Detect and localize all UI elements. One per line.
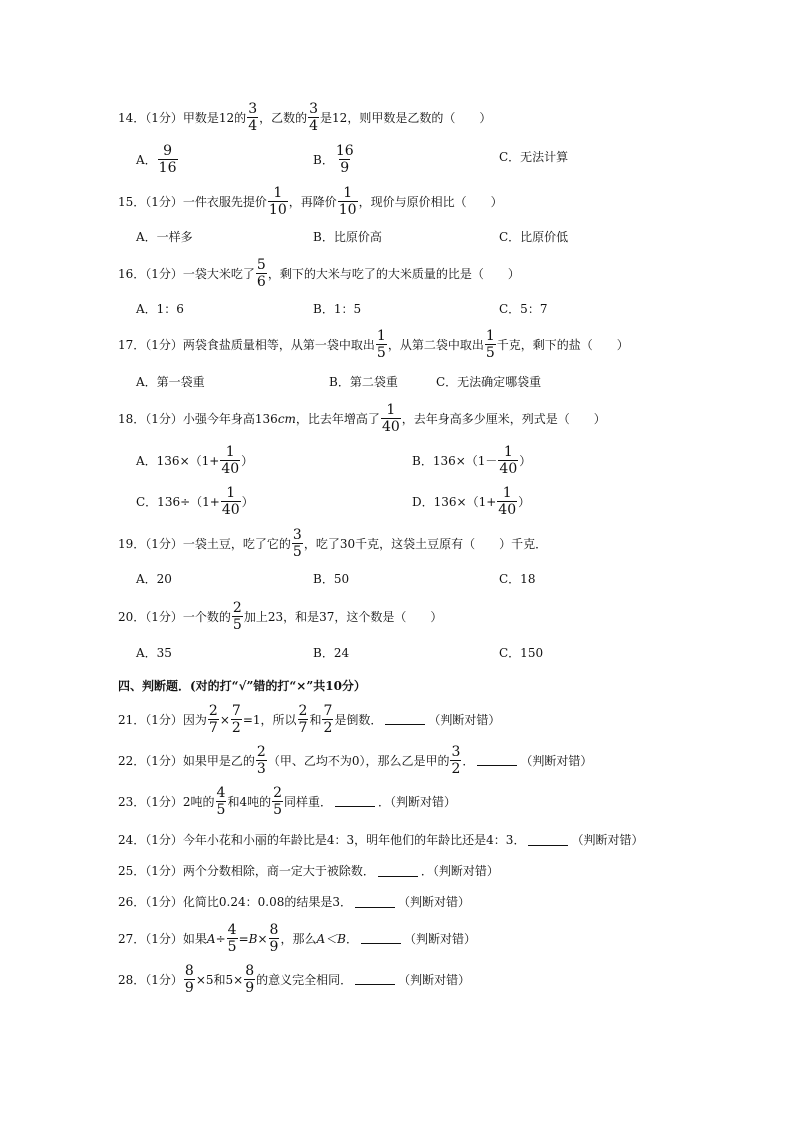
q25-answer-blank[interactable] <box>378 866 418 877</box>
q19-option-c[interactable]: C．18 <box>499 572 536 586</box>
question-14 <box>118 102 491 133</box>
q23-answer-blank[interactable] <box>335 796 375 807</box>
q24-answer-blank[interactable] <box>528 835 568 846</box>
q17-option-c[interactable]: C．无法确定哪袋重 <box>436 375 542 389</box>
q14-option-c[interactable]: C．无法计算 <box>499 150 569 164</box>
question-26: 26．（1分）化简比0.24：0.08的结果是3． （判断对错） <box>118 895 470 909</box>
q15-option-b[interactable]: B．比原价高 <box>313 230 382 244</box>
question-22: 22．（1分）如果甲是乙的 $\frac{2}{3}$ （甲、乙均不为0），那么乙是甲的 $\frac{3}{2}$ ． （判断对错） <box>118 744 593 777</box>
question-20: 20．（1分）一个数的 $\frac{2}{5}$ 加上23，和是37，这个数是（ ） <box>118 600 443 633</box>
q17-option-b[interactable]: B．第二袋重 <box>329 375 398 389</box>
question-18: 18．（1分）小强今年身高136 cm ，比去年增高了 $\frac{1}{40}$ ，去年身高多少厘米，列式是（ ） <box>118 402 606 435</box>
q14-prefix: 14．（1分）甲数是12的 <box>118 110 247 125</box>
q21-answer-blank[interactable] <box>385 714 425 725</box>
question-27: 27．（1分）如果 A ÷ $\frac{4}{5}$ = B × $\frac{8}{9}$ ，那么 A＜B ． （判断对错） <box>118 922 476 955</box>
question-23: 23．（1分）2吨的 $\frac{4}{5}$ 和4吨的 $\frac{2}{5}$ 同样重． ．（判断对错） <box>118 785 457 818</box>
q14-frac-1: $\frac{3}{4}$ <box>248 101 258 134</box>
question-24: 24．（1分）今年小花和小丽的年龄比是4：3，明年他们的年龄比还是4：3． （判断对错） <box>118 833 644 847</box>
q18-option-b[interactable]: B．136×（1－ $\frac{1}{40}$ ） <box>412 444 532 477</box>
q27-answer-blank[interactable] <box>361 933 401 944</box>
q19-option-a[interactable]: A．20 <box>136 572 172 586</box>
section-4-heading: 四、判断题．(对的打“√”错的打“×”共10分） <box>118 679 366 693</box>
question-25: 25．（1分）两个分数相除，商一定大于被除数． ．（判断对错） <box>118 864 499 878</box>
q16-option-b[interactable]: B．1：5 <box>313 302 362 316</box>
q26-answer-blank[interactable] <box>355 897 395 908</box>
q15-option-c[interactable]: C．比原价低 <box>499 230 569 244</box>
question-21: 21．（1分）因为 $\frac{2}{7}$ × $\frac{7}{2}$ =1，所以 $\frac{2}{7}$ 和 $\frac{7}{2}$ 是倒数． （判断对错） <box>118 703 501 736</box>
q28-answer-blank[interactable] <box>355 974 395 985</box>
q18-option-a[interactable]: A．136×（1+ $\frac{1}{40}$ ） <box>136 444 254 477</box>
q14-suffix: 是12，则甲数是乙数的（ ） <box>320 110 492 125</box>
q14-mid: ，乙数的 <box>259 110 308 125</box>
q17-option-a[interactable]: A．第一袋重 <box>136 375 205 389</box>
q14-option-a[interactable]: A． $\frac{9}{16}$ <box>136 143 177 176</box>
q19-option-b[interactable]: B．50 <box>313 572 350 586</box>
q14-frac-2: $\frac{3}{4}$ <box>309 101 319 134</box>
q20-option-b[interactable]: B．24 <box>313 646 350 660</box>
question-17: 17．（1分）两袋食盐质量相等，从第一袋中取出 $\frac{1}{5}$ ，从第二袋中取出 $\frac{1}{5}$ 千克，剩下的盐（ ） <box>118 328 629 361</box>
q15-option-a[interactable]: A．一样多 <box>136 230 193 244</box>
q16-option-a[interactable]: A．1：6 <box>136 302 184 316</box>
q20-option-c[interactable]: C．150 <box>499 646 544 660</box>
question-19: 19．（1分）一袋土豆，吃了它的 $\frac{3}{5}$ ，吃了30千克，这袋土豆原有（ ）千克． <box>118 527 548 560</box>
q18-option-c[interactable]: C．136÷（1+ $\frac{1}{40}$ ） <box>136 485 254 518</box>
q14-option-b[interactable]: B． $\frac{16}{9}$ <box>313 143 354 176</box>
q16-option-c[interactable]: C．5：7 <box>499 302 548 316</box>
question-28: 28．（1分） $\frac{8}{9}$ ×5和5× $\frac{8}{9}$ 的意义完全相同． （判断对错） <box>118 963 471 996</box>
question-16: 16．（1分）一袋大米吃了 $\frac{5}{6}$ ，剩下的大米与吃了的大米质量的比是（ ） <box>118 257 520 290</box>
q22-answer-blank[interactable] <box>477 755 517 766</box>
q18-option-d[interactable]: D．136×（1+ $\frac{1}{40}$ ） <box>412 485 531 518</box>
question-15: 15．（1分）一件衣服先提价 $\frac{1}{10}$ ，再降价 $\frac{1}{10}$ ，现价与原价相比（ ） <box>118 185 503 218</box>
q20-option-a[interactable]: A．35 <box>136 646 172 660</box>
